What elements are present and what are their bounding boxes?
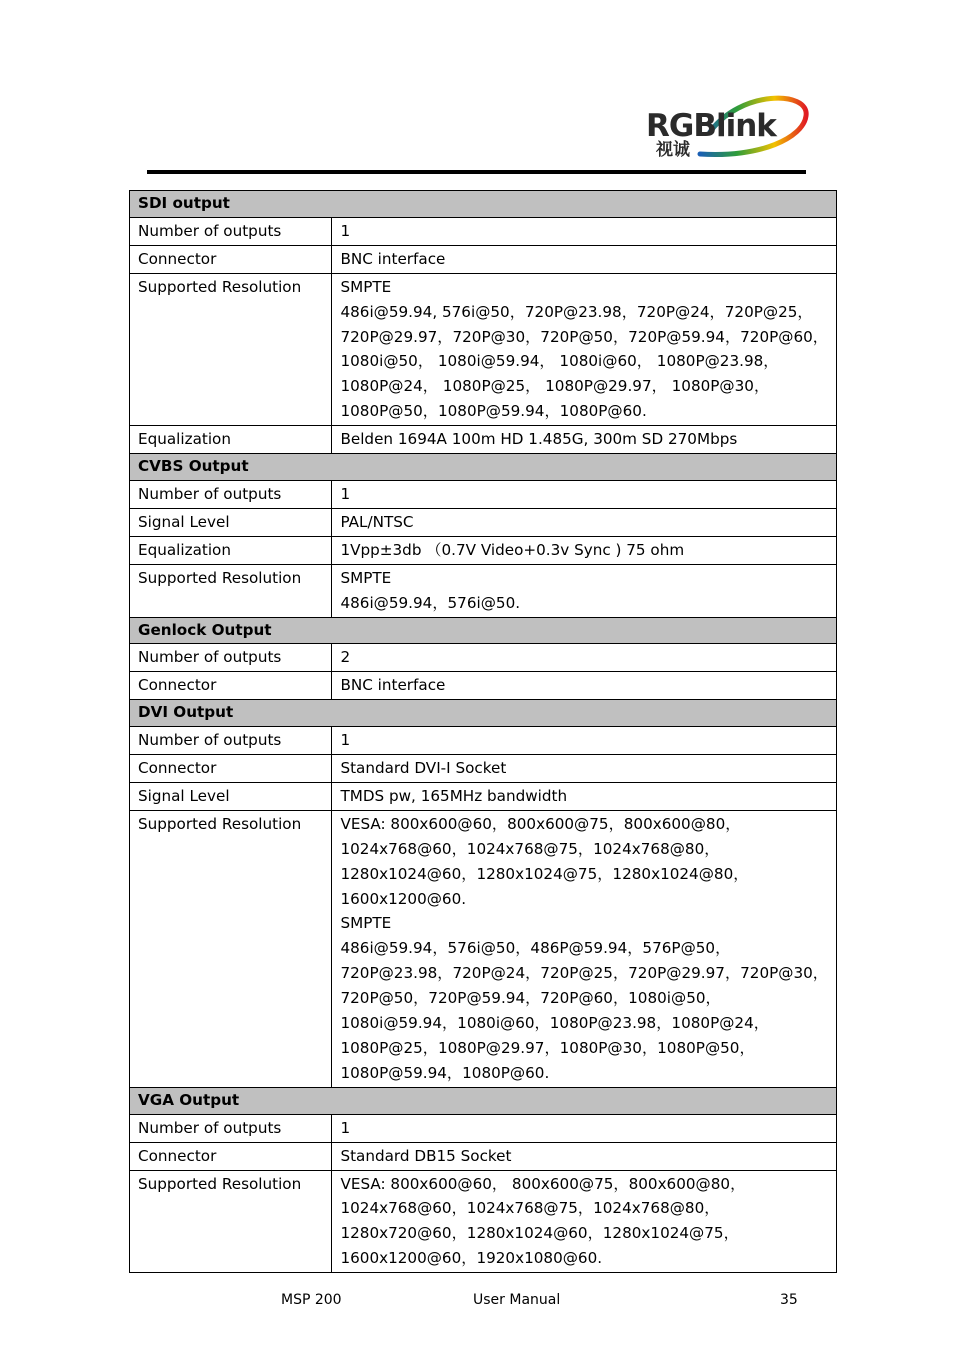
spec-value-line: SMPTE [340, 914, 392, 933]
spec-label: Equalization [130, 536, 332, 564]
spec-label: Connector [130, 672, 332, 700]
spec-row [130, 1142, 837, 1170]
section-header-row [130, 191, 837, 218]
spec-value [332, 755, 837, 783]
spec-row [130, 508, 837, 536]
spec-value-line: 1080i@59.94，1080i@60，1080P@23.98，1080P@24， [340, 1014, 769, 1033]
spec-value [332, 1114, 837, 1142]
spec-label: Number of outputs [130, 1114, 332, 1142]
spec-label: Supported Resolution [130, 564, 332, 617]
spec-value-line: 1024x768@60，1024x768@75，1024x768@80， [340, 1199, 720, 1218]
spec-value [332, 536, 837, 564]
spec-value-line: 2 [340, 648, 351, 667]
spec-value-line: 1024x768@60，1024x768@75，1024x768@80， [340, 839, 720, 858]
spec-value-line: 1280x720@60，1280x1024@60，1280x1024@75， [340, 1224, 739, 1243]
spec-value [332, 480, 837, 508]
footer-product: MSP 200 [281, 1292, 342, 1308]
spec-row [130, 273, 837, 425]
spec-row [130, 217, 837, 245]
spec-row [130, 536, 837, 564]
spec-value-line: 1080P@50，1080P@59.94，1080P@60. [340, 402, 647, 421]
spec-value-line: Belden 1694A 100m HD 1.485G, 300m SD 270Mbps [340, 430, 738, 449]
spec-value [332, 564, 837, 617]
spec-value-line: 1600x1200@60. [340, 889, 467, 908]
spec-label: Supported Resolution [130, 1170, 332, 1273]
spec-row [130, 782, 837, 810]
spec-value-line: 1280x1024@60，1280x1024@75，1280x1024@80， [340, 864, 749, 883]
spec-value-line: SMPTE [340, 277, 392, 296]
section-header-row [130, 1087, 837, 1114]
spec-value-line: 1600x1200@60，1920x1080@60. [340, 1249, 603, 1268]
spec-value-line: 1 [340, 484, 351, 503]
spec-value [332, 245, 837, 273]
spec-label: Connector [130, 755, 332, 783]
spec-value [332, 508, 837, 536]
spec-value-line: TMDS pw, 165MHz bandwidth [340, 786, 568, 805]
spec-value-line: 486i@59.94, 576i@50，720P@23.98，720P@24，720P@25， [340, 302, 813, 321]
spec-value-line: VESA: 800x600@60， 800x600@75，800x600@80， [340, 1174, 746, 1193]
section-header-row [130, 617, 837, 644]
spec-table [129, 190, 837, 1273]
spec-value [332, 1142, 837, 1170]
spec-value-line: 1 [340, 731, 351, 750]
spec-label: Number of outputs [130, 217, 332, 245]
section-header-row [130, 700, 837, 727]
spec-value-line: SMPTE [340, 568, 392, 587]
logo-wordmark: RGBlink [646, 108, 776, 144]
spec-value-line: 720P@50，720P@59.94，720P@60，1080i@50， [340, 989, 721, 1008]
spec-label: Signal Level [130, 782, 332, 810]
spec-label: Number of outputs [130, 644, 332, 672]
spec-value-line: 486i@59.94，576i@50. [340, 593, 521, 612]
spec-value-line: 1 [340, 1118, 351, 1137]
spec-label: Supported Resolution [130, 273, 332, 425]
spec-row [130, 1114, 837, 1142]
spec-row [130, 810, 837, 1087]
spec-row [130, 1170, 837, 1273]
spec-value-line: 1080P@25，1080P@29.97，1080P@30，1080P@50， [340, 1039, 755, 1057]
footer-doc-title: User Manual [473, 1292, 561, 1308]
spec-value-line: 1 [340, 221, 351, 240]
spec-value [332, 810, 837, 1087]
section-title: DVI Output [130, 700, 837, 727]
spec-label: Supported Resolution [130, 810, 332, 1087]
section-title: CVBS Output [130, 454, 837, 481]
spec-label: Number of outputs [130, 480, 332, 508]
section-title: Genlock Output [130, 617, 837, 644]
logo-subtext: 视诚 [656, 140, 690, 160]
spec-value-line: VESA: 800x600@60，800x600@75，800x600@80， [340, 814, 741, 833]
spec-value-line: Standard DVI-I Socket [340, 759, 507, 778]
spec-value [332, 727, 837, 755]
spec-value-line: BNC interface [340, 676, 446, 695]
spec-value-line: 486i@59.94，576i@50，486P@59.94，576P@50， [340, 939, 731, 958]
spec-value [332, 1170, 837, 1273]
spec-row [130, 245, 837, 273]
spec-value-line: Standard DB15 Socket [340, 1146, 512, 1165]
spec-label: Equalization [130, 426, 332, 454]
spec-value-line: 1080P@24， 1080P@25， 1080P@29.97， 1080P@30， [340, 377, 770, 396]
section-header-row [130, 454, 837, 481]
spec-value [332, 217, 837, 245]
spec-value [332, 426, 837, 454]
spec-row [130, 755, 837, 783]
spec-row [130, 426, 837, 454]
spec-label: Connector [130, 1142, 332, 1170]
spec-value-line: 1080i@50， 1080i@59.94， 1080i@60， 1080P@23.98， [340, 352, 779, 371]
section-title: SDI output [130, 191, 837, 218]
spec-row [130, 727, 837, 755]
spec-value-line: 1080P@59.94，1080P@60. [340, 1063, 550, 1082]
spec-label: Connector [130, 245, 332, 273]
spec-label: Signal Level [130, 508, 332, 536]
spec-value [332, 672, 837, 700]
spec-value-line: 1Vpp±3db （0.7V Video+0.3v Sync ) 75 ohm [340, 540, 685, 559]
spec-value-line: BNC interface [340, 249, 446, 268]
header-rule [147, 170, 806, 174]
spec-row [130, 480, 837, 508]
section-title: VGA Output [130, 1087, 837, 1114]
spec-value [332, 644, 837, 672]
spec-value [332, 273, 837, 425]
spec-value-line: PAL/NTSC [340, 512, 414, 531]
spec-row [130, 644, 837, 672]
spec-row [130, 672, 837, 700]
spec-value-line: 720P@23.98，720P@24，720P@25，720P@29.97，720P@30， [340, 964, 828, 983]
spec-row [130, 564, 837, 617]
spec-value-line: 720P@29.97，720P@30，720P@50，720P@59.94，720P@60， [340, 327, 828, 346]
footer-page-number: 35 [780, 1292, 798, 1308]
rgblink-logo [640, 92, 812, 160]
spec-label: Number of outputs [130, 727, 332, 755]
spec-value [332, 782, 837, 810]
